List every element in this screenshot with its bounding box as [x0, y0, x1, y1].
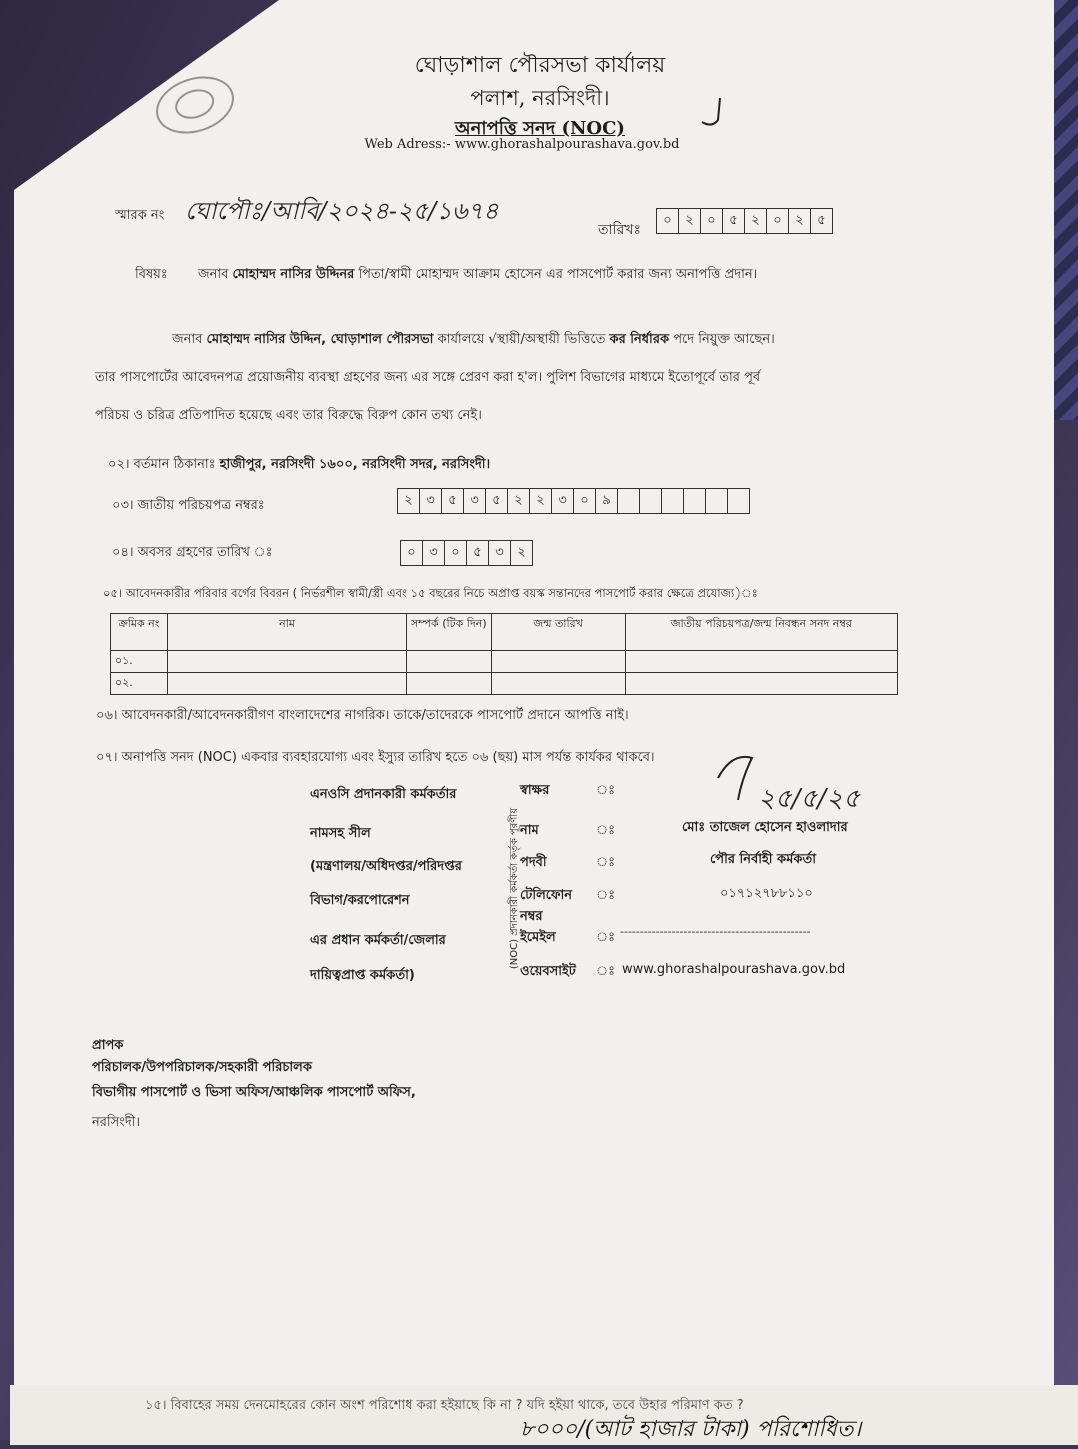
retire-boxes	[400, 540, 533, 566]
table-cell	[168, 651, 407, 673]
table-header-row	[111, 614, 898, 651]
officer-phone: ০১৭১২৭৮৮১১০	[720, 886, 813, 901]
colon: ঃ	[596, 930, 616, 945]
body-post: কর নির্ধারক	[609, 332, 670, 347]
retire-digit-box: ৩	[423, 541, 445, 565]
retire-digit-box: ০	[401, 541, 423, 565]
nid-digit-box: ৯	[596, 489, 618, 513]
citizen-statement: ০৬। আবেদনকারী/আবেদনকারীগণ বাংলাদেশের নাগরিক। তাকে/তাদেরকে পাসপোর্ট প্রদানে আপত্তি নাই।	[96, 708, 629, 723]
table-header-name: নাম	[168, 614, 407, 651]
officer-left-4: বিভাগ/করপোরেশন	[310, 893, 410, 908]
signature-date: ২৫/৫/২৫	[758, 784, 860, 814]
document-title: অনাপত্তি সনদ (NOC)	[455, 118, 625, 139]
date-digit-box: ০	[767, 209, 789, 233]
colon: ঃ	[596, 783, 616, 798]
field-label-website: ওয়েবসাইট	[520, 964, 576, 979]
field-label-name: নাম	[520, 823, 539, 838]
table-header-nid: জাতীয় পরিচয়পত্র/জন্ম নিবন্ধন সনদ নম্বর	[625, 614, 897, 651]
nid-digit-box: ৩	[552, 489, 574, 513]
officer-left-5: এর প্রধান কর্মকর্তা/জেলার	[310, 933, 446, 948]
web-address: Web Adress:- www.ghorashalpourashava.gov.bd	[364, 137, 680, 152]
date-digit-box: ২	[679, 209, 701, 233]
subject-pre: জনাব	[198, 267, 229, 282]
field-label-designation: পদবী	[520, 855, 547, 870]
retire-digit-box: ৩	[489, 541, 511, 565]
subject-name: মোহাম্মদ নাসির উদ্দিনর	[232, 267, 355, 282]
nid-digit-box: ২	[398, 489, 420, 513]
field-label-email: ইমেইল	[520, 930, 556, 945]
tick-mark-icon	[698, 96, 728, 130]
officer-email: ------------------------------------------------	[620, 925, 811, 938]
nid-digit-box	[618, 489, 640, 513]
office-location: পলাশ, নরসিংদী।	[470, 86, 610, 110]
memo-label: স্মারক নং	[115, 208, 165, 223]
nid-digit-box: ০	[574, 489, 596, 513]
table-cell	[625, 651, 897, 673]
table-cell-serial: ০২.	[111, 673, 168, 695]
nid-digit-box: ২	[508, 489, 530, 513]
family-label: ০৫। আবেদনকারীর পরিবার বর্গের বিবরন ( নির্ভরশীল স্বামী/স্ত্রী এবং ১৫ বছরের নিচে অপ্রাপ্ত বয়স্ক সন্তানদের পাসপোর্ট করার ক্ষেত্রে প্রযোজ্য)ঃ	[103, 586, 758, 600]
date-digit-box: ০	[701, 209, 723, 233]
nid-digit-box	[684, 489, 706, 513]
officer-left-3: (মন্ত্রণালয়/অধিদপ্তর/পরিদপ্তর	[310, 859, 462, 874]
second-page-line: ১৫। বিবাহের সময় দেনমোহরের কোন অংশ পরিশোধ করা হইয়াছে কি না ? যদি হইয়া থাকে, তবে উহার পরিমাণ কত ?	[145, 1398, 744, 1413]
body-line-2: তার পাসপোর্টের আবেদনপত্র প্রয়োজনীয় ব্যবস্থা গ্রহণের জন্য এর সঙ্গে প্রেরণ করা হ'ল। পুলিশ বিভাগের মাধ্যমে ইতোপূর্বে তার পূর্ব	[95, 370, 761, 385]
officer-left-2: নামসহ সীল	[310, 826, 371, 841]
address-row	[108, 455, 490, 476]
date-digit-box: ২	[745, 209, 767, 233]
table-cell	[491, 651, 625, 673]
nid-digit-box	[706, 489, 728, 513]
colon: ঃ	[596, 855, 616, 870]
colon: ঃ	[596, 823, 616, 838]
address-label: ০২। বর্তমান ঠিকানাঃ	[108, 457, 216, 472]
recipient-title: প্রাপক	[92, 1038, 124, 1053]
table-header-relation: সম্পর্ক (টিক দিন)	[407, 614, 492, 651]
retire-digit-box: ৫	[467, 541, 489, 565]
table-row	[111, 673, 898, 695]
nid-digit-box: ৩	[464, 489, 486, 513]
officer-left-6: দায়িত্বপ্রাপ্ত কর্মকর্তা)	[310, 968, 415, 983]
nid-label: ০৩। জাতীয় পরিচয়পত্র নম্বরঃ	[112, 498, 265, 513]
field-label-phone: টেলিফোন নম্বর	[520, 888, 573, 924]
table-cell	[625, 673, 897, 695]
table-cell	[168, 673, 407, 695]
nid-boxes	[397, 488, 750, 514]
second-page-handwriting: ৮০০০/(আট হাজার টাকা) পরিশোধিত।	[520, 1417, 862, 1442]
table-header-serial: ক্রমিক নং	[111, 614, 168, 651]
body-rest: কার্যালয়ে √স্থায়ী/অস্থায়ী ভিত্তিতে	[437, 332, 606, 347]
nid-digit-box: ২	[530, 489, 552, 513]
office-name: ঘোড়াশাল পৌরসভা কার্যালয়	[414, 53, 666, 78]
table-cell	[407, 673, 492, 695]
colon: ঃ	[596, 964, 616, 979]
field-label-signature: স্বাক্ষর	[520, 783, 550, 798]
body-pre: জনাব	[172, 332, 203, 347]
body-line-1	[172, 330, 775, 351]
table-cell	[407, 651, 492, 673]
officer-name: মোঃ তাজেল হোসেন হাওলাদার	[682, 820, 848, 835]
nid-digit-box	[640, 489, 662, 513]
date-boxes	[656, 208, 833, 234]
body-bold-name: মোহাম্মদ নাসির উদ্দিন, ঘোড়াশাল পৌরসভা	[206, 332, 434, 347]
date-digit-box: ২	[789, 209, 811, 233]
noc-document	[14, 0, 1054, 1390]
signature-icon	[712, 748, 782, 804]
colon: ঃ	[596, 888, 616, 903]
retire-label: ০৪। অবসর গ্রহণের তারিখ ঃ	[112, 545, 273, 560]
nid-digit-box: ৫	[442, 489, 464, 513]
body-line-3: পরিচয় ও চরিত্র প্রতিপাদিত হয়েছে এবং তার বিরুদ্ধে বিরুপ কোন তথ্য নেই।	[95, 408, 482, 423]
recipient-line-2: বিভাগীয় পাসপোর্ট ও ভিসা অফিস/আঞ্চলিক পাসপোর্ট অফিস,	[92, 1085, 416, 1100]
vertical-caption: (NOC) প্রদানকারী কর্মকর্তা কর্তৃক পূরণীয়	[509, 807, 521, 970]
date-digit-box: ৫	[723, 209, 745, 233]
subject-line	[198, 265, 757, 286]
retire-digit-box: ২	[517, 544, 526, 560]
date-digit-box: ০	[657, 209, 679, 233]
date-digit-box: ৫	[817, 212, 826, 228]
body-end: পদে নিয়ুক্ত আছেন।	[673, 332, 775, 347]
table-header-dob: জন্ম তারিখ	[491, 614, 625, 651]
subject-label: বিষয়ঃ	[135, 267, 168, 282]
nid-digit-box: ৩	[420, 489, 442, 513]
date-label: তারিখঃ	[598, 222, 641, 238]
recipient-line-1: পরিচালক/উপপরিচালক/সহকারী পরিচালক	[92, 1060, 312, 1075]
family-table	[110, 613, 898, 695]
officer-designation: পৌর নির্বাহী কর্মকর্তা	[710, 852, 816, 867]
officer-website: www.ghorashalpourashava.gov.bd	[622, 962, 846, 977]
table-cell	[491, 673, 625, 695]
validity-statement: ০৭। অনাপত্তি সনদ (NOC) একবার ব্যবহারযোগ্য এবং ইস্যুর তারিখ হতে ০৬ (ছয়) মাস পর্যন্ত কার্যকর থাকবে।	[96, 750, 655, 765]
memo-number: ঘোপৌঃ/আবি/২০২৪-২৫/১৬৭৪	[185, 197, 499, 225]
subject-rest: পিতা/স্বামী মোহাম্মদ আক্রাম হোসেন এর পাসপোর্ট করার জন্য অনাপত্তি প্রদান।	[358, 267, 758, 282]
nid-digit-box	[728, 489, 749, 513]
retire-digit-box: ০	[445, 541, 467, 565]
table-row	[111, 651, 898, 673]
table-cell-serial: ০১.	[111, 651, 168, 673]
recipient-line-3: নরসিংদী।	[92, 1115, 141, 1130]
address-value: হাজীপুর, নরসিংদী ১৬০০, নরসিংদী সদর, নরসিংদী।	[219, 457, 491, 472]
nid-digit-box: ৫	[486, 489, 508, 513]
officer-left-1: এনওসি প্রদানকারী কর্মকর্তার	[310, 787, 457, 802]
nid-digit-box	[662, 489, 684, 513]
